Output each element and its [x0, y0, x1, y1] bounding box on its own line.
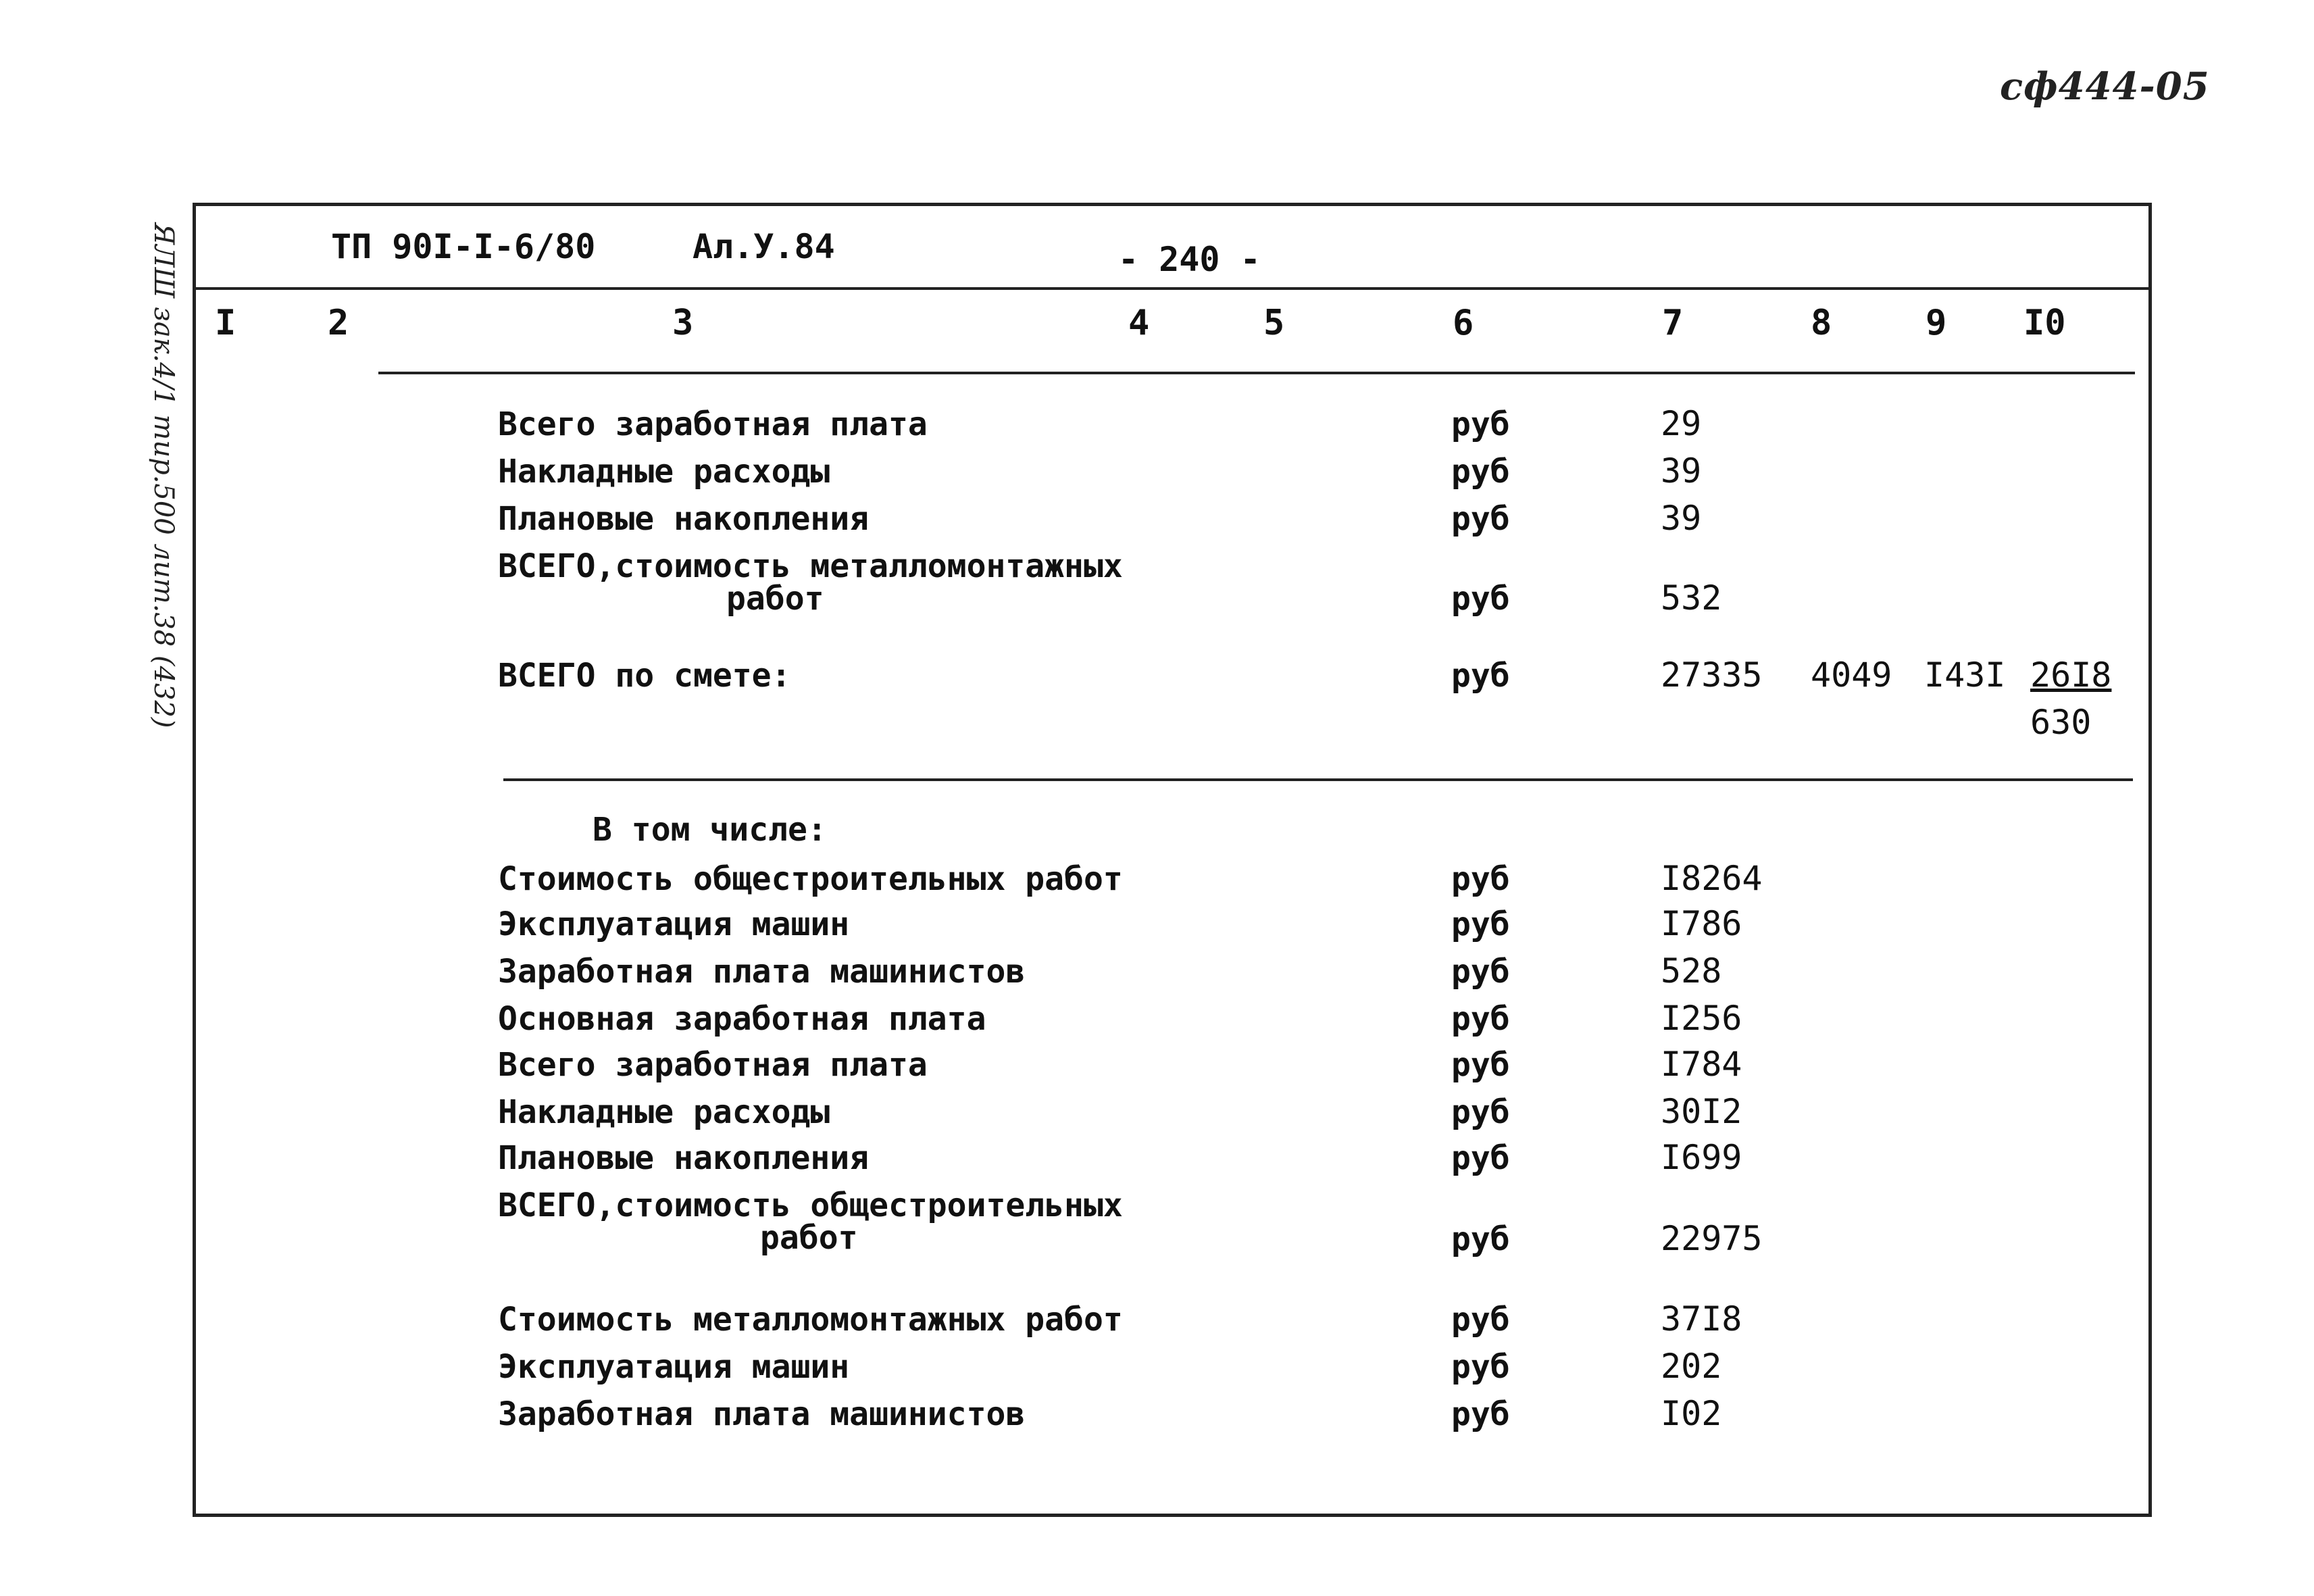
column-header-3: 3	[672, 303, 694, 343]
row-label: Накладные расходы	[498, 1093, 830, 1131]
document-code-stamp: сф444-05	[2000, 64, 2210, 109]
total-value: 27335	[1661, 655, 1763, 695]
row-unit: руб	[1451, 1220, 1510, 1258]
row-unit: руб	[1451, 1000, 1510, 1038]
column-header-divider	[378, 372, 2135, 374]
column-header-6: 6	[1453, 303, 1474, 343]
row-label: Основная заработная плата	[498, 1000, 986, 1038]
row-label: Стоимость общестроительных работ	[498, 860, 1123, 898]
row-label: ВСЕГО,стоимость металломонтажных	[498, 547, 1123, 585]
row-value: 39	[1661, 499, 1702, 538]
column-header-7: 7	[1662, 303, 1684, 343]
row-unit: руб	[1451, 453, 1510, 491]
row-value: 29	[1661, 404, 1702, 443]
column-header-5: 5	[1263, 303, 1285, 343]
column-header-9: 9	[1926, 303, 1947, 343]
column-header-2: 2	[328, 303, 349, 343]
row-unit: руб	[1451, 905, 1510, 943]
row-unit: руб	[1451, 1093, 1510, 1131]
column-header-1: I	[215, 303, 236, 343]
row-label: Заработная плата машинистов	[498, 953, 1026, 991]
row-value: I784	[1661, 1045, 1742, 1084]
row-value: 528	[1661, 951, 1722, 991]
row-unit: руб	[1451, 860, 1510, 898]
row-value: 532	[1661, 578, 1722, 618]
total-col-10-top: 26I8	[2030, 655, 2112, 695]
row-label: ВСЕГО,стоимость общестроительных	[498, 1187, 1123, 1224]
total-col-10-bottom: 630	[2030, 703, 2092, 742]
row-label: Заработная плата машинистов	[498, 1395, 1026, 1433]
row-label-continuation: работ	[760, 1219, 858, 1257]
row-label: Плановые накопления	[498, 500, 870, 538]
total-label: ВСЕГО по смете:	[498, 657, 791, 695]
page-number: - 240 -	[1118, 240, 1261, 279]
row-value: 37I8	[1661, 1299, 1742, 1339]
row-unit: руб	[1451, 1139, 1510, 1177]
row-unit: руб	[1451, 953, 1510, 991]
row-value: 39	[1661, 451, 1702, 491]
row-unit: руб	[1451, 500, 1510, 538]
column-header-4: 4	[1128, 303, 1150, 343]
column-header-8: 8	[1811, 303, 1832, 343]
table-frame	[193, 203, 2152, 1517]
row-label-continuation: работ	[726, 580, 824, 618]
total-col-9: I43I	[1924, 655, 2006, 695]
doc-code: ТП 90I-I-6/80	[331, 227, 596, 266]
section-divider	[503, 778, 2133, 781]
row-label: Эксплуатация машин	[498, 1348, 850, 1386]
row-label: Эксплуатация машин	[498, 905, 850, 943]
row-value: 22975	[1661, 1219, 1763, 1258]
header-divider	[195, 287, 2150, 290]
row-unit: руб	[1451, 1395, 1510, 1433]
total-col-8: 4049	[1811, 655, 1892, 695]
row-unit: руб	[1451, 1348, 1510, 1386]
row-value: I256	[1661, 999, 1742, 1038]
row-label: Накладные расходы	[498, 453, 830, 491]
row-value: I699	[1661, 1138, 1742, 1177]
print-run-stamp: ЯЛШ зак.4/1 тир.500 лит.38 (432)	[148, 223, 179, 728]
row-unit: руб	[1451, 405, 1510, 443]
row-unit: руб	[1451, 580, 1510, 618]
row-label: Плановые накопления	[498, 1139, 870, 1177]
row-label: Стоимость металломонтажных работ	[498, 1301, 1123, 1339]
row-value: 202	[1661, 1347, 1722, 1386]
row-value: 30I2	[1661, 1092, 1742, 1131]
row-label: Всего заработная плата	[498, 1046, 928, 1084]
row-value: I02	[1661, 1394, 1722, 1433]
subsection-title: В том числе:	[593, 811, 827, 849]
row-unit: руб	[1451, 1301, 1510, 1339]
row-value: I8264	[1661, 859, 1763, 898]
album-number: Ал.У.84	[693, 227, 835, 266]
row-value: I786	[1661, 904, 1742, 943]
row-label: Всего заработная плата	[498, 405, 928, 443]
row-unit: руб	[1451, 1046, 1510, 1084]
total-unit: руб	[1451, 657, 1510, 695]
column-header-10: I0	[2023, 303, 2066, 343]
